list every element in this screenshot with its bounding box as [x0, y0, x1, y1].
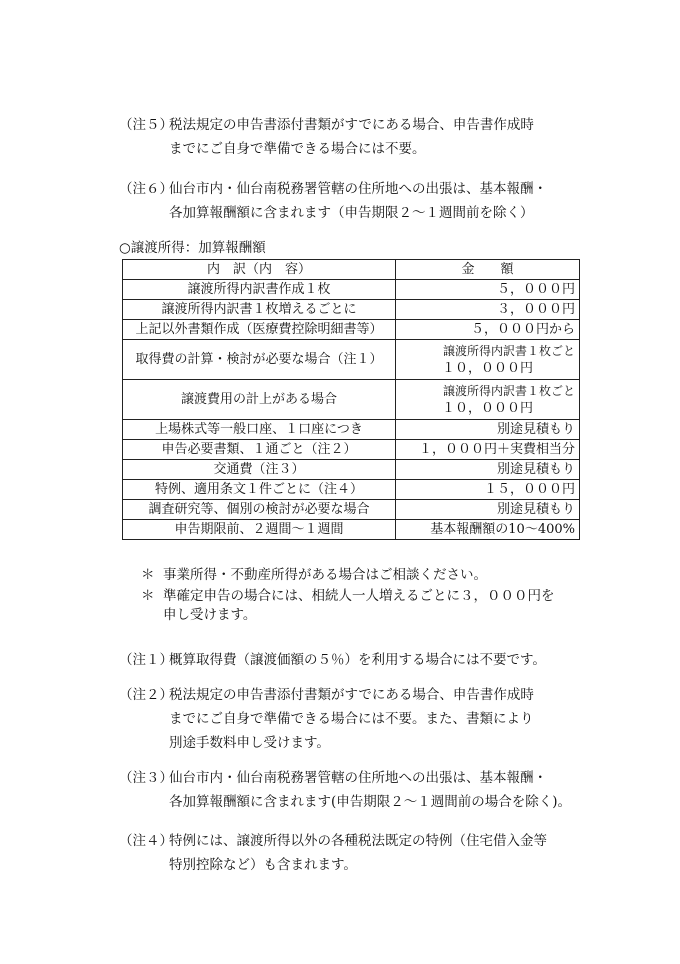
note-text: 特例には、譲渡所得以外の各種税法既定の特例（住宅借入金等	[169, 833, 547, 849]
note-text: 各加算報酬額に含まれます（申告期限２～１週間前を除く）	[169, 205, 534, 221]
table-row	[123, 500, 580, 520]
header-amount: 金 額	[396, 260, 580, 280]
note-5	[119, 113, 534, 161]
table-row	[123, 320, 580, 340]
table-row	[123, 380, 580, 420]
header-item: 内 訳（内 容）	[123, 260, 396, 280]
note-label: （注６）	[119, 181, 173, 197]
row-amount: 別途見積もり	[396, 500, 580, 520]
row-amount: １，０００円＋実費相当分	[396, 440, 580, 460]
table-row	[123, 420, 580, 440]
row-amount: 基本報酬額の10～400%	[396, 520, 580, 540]
row-item: 上記以外書類作成（医療費控除明細書等）	[123, 320, 396, 340]
row-amount: ３，０００円	[396, 300, 580, 320]
table-row	[123, 340, 580, 380]
asterisk-mark: ＊	[141, 567, 155, 583]
asterisk-mark: ＊	[141, 588, 155, 604]
table-row	[123, 480, 580, 500]
asterisk-text: 準確定申告の場合には、相続人一人増えるごとに３，０００円を	[163, 588, 555, 604]
note-4	[119, 829, 547, 877]
row-amount	[396, 340, 580, 380]
row-amount	[396, 380, 580, 420]
note-label: （注１）	[119, 652, 173, 668]
note-text: までにご自身で準備できる場合には不要。また、書類により	[169, 711, 534, 727]
table-row	[123, 460, 580, 480]
note-text: までにご自身で準備できる場合には不要。	[169, 141, 426, 157]
note-text: 別途手数料申し受けます。	[169, 735, 330, 751]
row-item: 申告期限前、２週間～１週間	[123, 520, 396, 540]
row-item: 上場株式等一般口座、１口座につき	[123, 420, 396, 440]
asterisk-text: 申し受けます。	[163, 607, 257, 623]
asterisk-note	[141, 587, 555, 625]
note-label: （注５）	[119, 117, 173, 133]
row-amount-unit: 譲渡所得内訳書１枚ごと	[442, 383, 575, 398]
note-text: 税法規定の申告書添付書類がすでにある場合、申告書作成時	[169, 117, 534, 133]
row-amount: ５，０００円から	[396, 320, 580, 340]
note-text: 特別控除など）も含まれます。	[169, 857, 357, 873]
row-item: 譲渡費用の計上がある場合	[123, 380, 396, 420]
row-item: 取得費の計算・検討が必要な場合（注１）	[123, 340, 396, 380]
note-label: （注３）	[119, 770, 173, 786]
note-2	[119, 683, 534, 755]
row-amount-value: １０，０００円	[441, 400, 533, 416]
row-amount: １５，０００円	[396, 480, 580, 500]
row-amount: 別途見積もり	[396, 460, 580, 480]
row-amount: 別途見積もり	[396, 420, 580, 440]
row-item: 譲渡所得内訳書１枚増えるごとに	[123, 300, 396, 320]
table-header-row	[123, 260, 580, 280]
note-text: 概算取得費（譲渡価額の５％）を利用する場合には不要です。	[169, 652, 546, 668]
note-6	[119, 177, 547, 225]
row-item: 特例、適用条文１件ごとに（注４）	[123, 480, 396, 500]
fee-table	[122, 259, 580, 540]
table-row	[123, 300, 580, 320]
table-row	[123, 520, 580, 540]
row-item: 交通費（注３）	[123, 460, 396, 480]
table-row	[123, 280, 580, 300]
note-1	[119, 648, 546, 672]
note-text: 仙台市内・仙台南税務署管轄の住所地への出張は、基本報酬・	[169, 770, 547, 786]
note-text: 各加算報酬額に含まれます(申告期限２～１週間前の場合を除く)。	[169, 794, 572, 810]
row-amount-unit: 譲渡所得内訳書１枚ごと	[442, 343, 575, 358]
note-label: （注４）	[119, 833, 173, 849]
note-3	[119, 766, 571, 814]
note-label: （注２）	[119, 687, 173, 703]
row-amount-value: １０，０００円	[441, 360, 533, 376]
section-title: ○譲渡所得：加算報酬額	[119, 240, 266, 256]
note-text: 仙台市内・仙台南税務署管轄の住所地への出張は、基本報酬・	[169, 181, 547, 197]
row-item: 譲渡所得内訳書作成１枚	[123, 280, 396, 300]
asterisk-note	[141, 566, 487, 585]
note-text: 税法規定の申告書添付書類がすでにある場合、申告書作成時	[169, 687, 534, 703]
row-item: 申告必要書類、１通ごと（注２）	[123, 440, 396, 460]
row-amount: ５，０００円	[396, 280, 580, 300]
asterisk-text: 事業所得・不動産所得がある場合はご相談ください。	[163, 567, 487, 583]
table-row	[123, 440, 580, 460]
row-item: 調査研究等、個別の検討が必要な場合	[123, 500, 396, 520]
